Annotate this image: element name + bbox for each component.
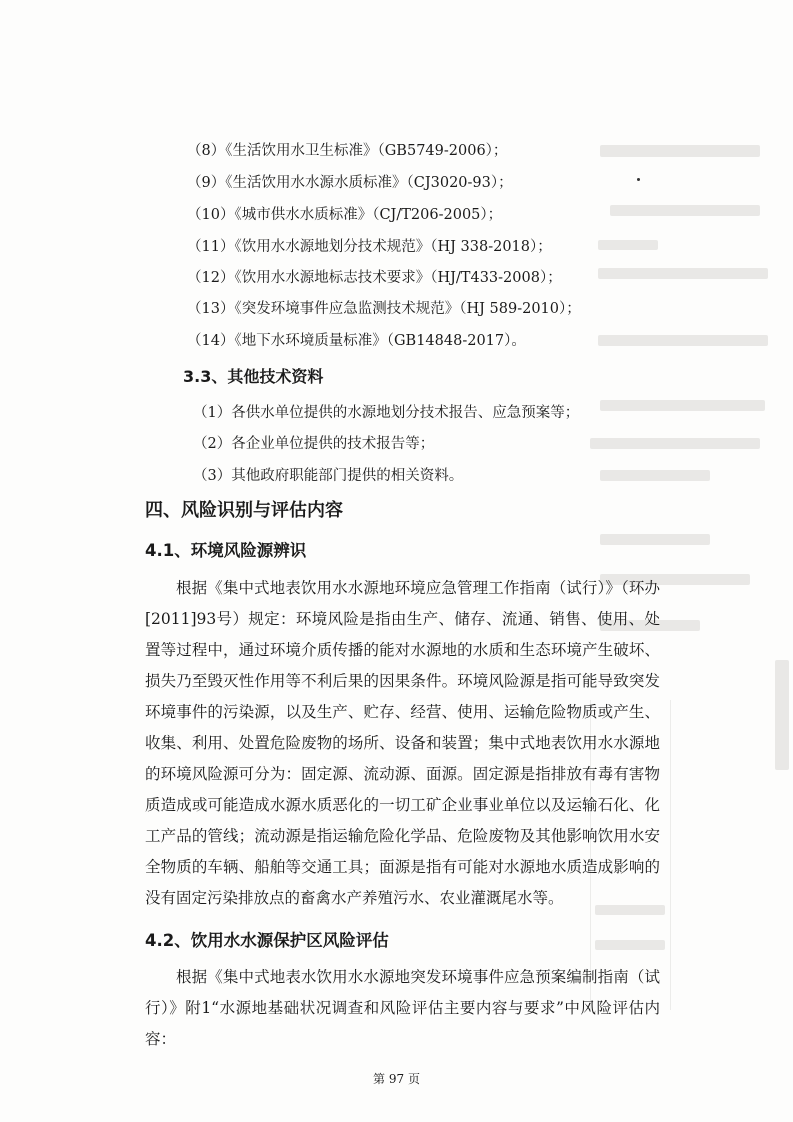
section-4-2-paragraph: 根据《集中式地表水饮用水水源地突发环境事件应急预案编制指南（试行）》附1“水源地基础状况调查和风险评估主要内容与要求”中风险评估内容： [145, 968, 660, 1048]
bleed-through-mark [595, 940, 665, 950]
bleed-through-mark [775, 660, 789, 770]
scan-speck [637, 178, 640, 181]
bleed-through-mark [610, 205, 760, 216]
reference-item: （11）《饮用水水源地划分技术规范》（HJ 338-2018）； [187, 239, 552, 255]
section-4-1-heading: 4.1、环境风险源辨识 [145, 541, 307, 560]
bleed-through-mark [600, 534, 710, 545]
bleed-through-mark [600, 400, 765, 411]
list-item: （2）各企业单位提供的技术报告等； [193, 436, 435, 452]
reference-item: （14）《地下水环境质量标准》（GB14848-2017）。 [187, 333, 526, 349]
bleed-through-mark [598, 268, 768, 279]
list-item: （3）其他政府职能部门提供的相关资料。 [193, 468, 464, 484]
reference-item: （10）《城市供水水质标准》（CJ/T206-2005）； [187, 207, 503, 223]
reference-item: （13）《突发环境事件应急监测技术规范》（HJ 589-2010）； [187, 301, 581, 317]
bleed-through-mark [590, 438, 760, 449]
section-4-1-paragraph: 根据《集中式地表饮用水水源地环境应急管理工作指南（试行）》（环办[2011]93号）规定：环境风险是指由生产、储存、流通、销售、使用、处置等过程中，通过环境介质传播的能对水源地的水质和生态环境产生破坏、损失乃至毁灭性作用等不利后果的因果条件。环境风险源是指可能导致突发环境事件的污染源，以及生产、贮存、经营、使用、运输危险物质或产生、收集、利用、处置危险废物的场所、设备和装置；集中式地表饮用水水源地的环境风险源可分为：固定源、流动源、面源。固定源是指排放有毒有害物质造成或可能造成水源水质恶化的一切工矿企业事业单位以及运输石化、化工产品的管线；流动源是指运输危险化学品、危险废物及其他影响饮用水安全物质的车辆、船舶等交通工具；面源是指有可能对水源地水质造成影响的没有固定污染排放点的畜禽水产养殖污水、农业灌溉尾水等。 [145, 579, 660, 907]
bleed-through-mark [600, 470, 710, 481]
page-number: 第 97 页 [373, 1072, 420, 1086]
section-3-3-heading: 3.3、其他技术资料 [183, 367, 324, 386]
bleed-through-mark [598, 240, 658, 250]
bleed-through-mark [600, 145, 760, 157]
reference-item: （8）《生活饮用水卫生标准》（GB5749-2006）； [187, 143, 508, 159]
section-4-2-heading: 4.2、饮用水水源保护区风险评估 [145, 931, 389, 950]
section-4-heading: 四、风险识别与评估内容 [145, 500, 343, 521]
reference-item: （12）《饮用水水源地标志技术要求》（HJ/T433-2008）； [187, 270, 562, 286]
reference-item: （9）《生活饮用水水源水质标准》（CJ3020-93）； [187, 175, 513, 191]
bleed-through-mark [598, 335, 768, 346]
list-item: （1）各供水单位提供的水源地划分技术报告、应急预案等； [193, 405, 580, 421]
bleed-through-rule [670, 700, 671, 1010]
